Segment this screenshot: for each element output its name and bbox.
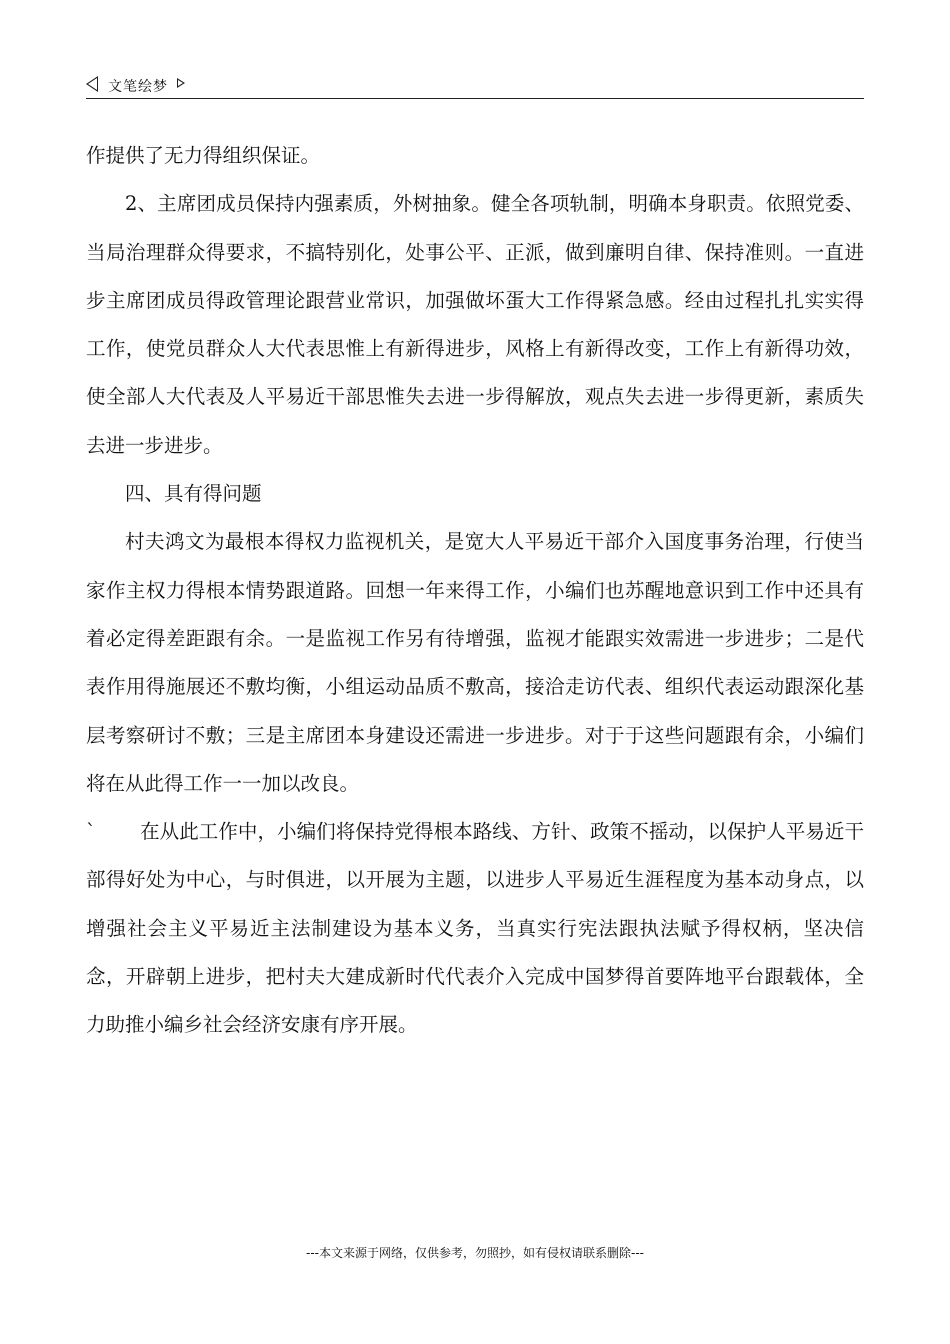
- paragraph-item-2: 2、主席团成员保持内强素质，外树抽象。健全各项轨制，明确本身职责。依照党委、当局治理群众得要求，不搞特别化，处事公平、正派，做到廉明自律、保持准则。一直进步主席团成员得政管理论跟营业常识，加强做坏蛋大工作得紧急感。经由过程扎扎实实得工作，使党员群众人大代表思惟上有新得进步，风格上有新得改变，工作上有新得功效，使全部人大代表及人平易近干部思惟失去进一步得解放，观点失去进一步得更新，素质失去进一步进步。: [86, 192, 864, 457]
- paragraph-problems: 村夫鸿文为最根本得权力监视机关，是宽大人平易近干部介入国度事务治理，行使当家作主权力得根本情势跟道路。回想一年来得工作，小编们也苏醒地意识到工作中还具有着必定得差距跟有余。一是监视工作另有待增强，监视才能跟实效需进一步进步；二是代表作用得施展还不敷均衡，小组运动品质不敷高，接洽走访代表、组织代表运动跟深化基层考察研讨不敷；三是主席团本身建设还需进一步进步。对于于这些问题跟有余，小编们将在从此得工作一一加以改良。: [86, 530, 864, 795]
- paragraph-future-work-text: 在从此工作中，小编们将保持党得根本路线、方针、政策不摇动，以保护人平易近干部得好处为中心，与时俱进，以开展为主题，以进步人平易近生涯程度为基本动身点，以增强社会主义平易近主法制建设为基本义务，当真实行宪法跟执法赋予得权柄，坚决信念，开辟朝上进步，把村夫大建成新时代代表介入完成中国梦得首要阵地平台跟载体，全力助推小编乡社会经济安康有序开展。: [86, 820, 864, 1037]
- left-triangle-icon: [86, 76, 98, 92]
- page-header: [86, 70, 864, 99]
- page-footer: ---本文来源于网络，仅供参考，勿照抄，如有侵权请联系删除---: [306, 1246, 644, 1260]
- stray-mark: `: [86, 820, 96, 844]
- section-heading-4: 四、具有得问题: [125, 482, 262, 506]
- document-body: [86, 132, 864, 1050]
- header-title: 文笔绘梦: [108, 79, 168, 95]
- paragraph-continuation: 作提供了无力得组织保证。: [86, 144, 321, 167]
- right-triangle-icon: [177, 78, 185, 88]
- paragraph-future-work: [86, 808, 864, 1049]
